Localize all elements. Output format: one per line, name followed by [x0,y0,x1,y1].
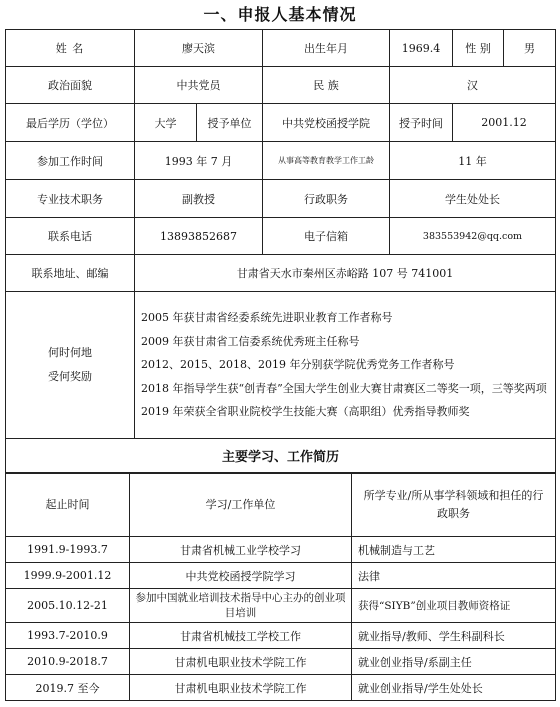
resume-header-row [6,474,556,537]
name-label: 姓 名 [6,30,135,67]
birth-label: 出生年月 [263,30,390,67]
awards-label-line-1: 何时何地 [48,346,92,359]
row-contact [6,218,556,255]
resume-unit: 甘肃机电职业技术学院工作 [130,675,352,701]
gender-value: 男 [504,30,556,67]
resume-post: 法律 [352,563,556,589]
tech-title-label: 专业技术职务 [6,180,135,218]
admin-post-label: 行政职务 [263,180,390,218]
row-title [6,180,556,218]
grant-time-label: 授予时间 [390,104,453,142]
col-post-header: 所学专业/所从事学科领域和担任的行政职务 [352,474,556,537]
award-item: 2018 年指导学生获“创青春”全国大学生创业大赛甘肃赛区二等奖一项，三等奖两项 [141,381,547,395]
award-item: 2019 年荣获全省职业院校学生技能大赛（高职组）优秀指导教师奖 [141,405,470,419]
resume-post: 机械制造与工艺 [352,537,556,563]
resume-unit: 参加中国就业培训技术指导中心主办的创业项目培训 [130,589,352,623]
email-value: 383553942@qq.com [390,218,556,255]
resume-post: 就业指导/教师、学生科副科长 [352,623,556,649]
row-address [6,255,556,292]
basic-info-table [5,29,556,473]
table-row [6,623,556,649]
address-value: 甘肃省天水市秦州区赤峪路 107 号 741001 [135,255,556,292]
resume-time: 2019.7 至今 [6,675,130,701]
row-resume-section [6,439,556,473]
awards-label [6,292,135,439]
resume-unit: 甘肃机电职业技术学院工作 [130,649,352,675]
birth-value: 1969.4 [390,30,453,67]
award-item: 2005 年获甘肃省经委系统先进职业教育工作者称号 [141,311,393,325]
resume-post: 就业创业指导/系副主任 [352,649,556,675]
phone-value: 13893852687 [135,218,263,255]
resume-time: 1991.9-1993.7 [6,537,130,563]
table-row [6,649,556,675]
name-value: 廖天滨 [135,30,263,67]
awards-label-line-2: 受何奖励 [48,370,92,383]
resume-table [5,473,556,701]
work-start-value: 1993 年 7 月 [135,142,263,180]
resume-time: 1999.9-2001.12 [6,563,130,589]
ethnic-label: 民 族 [263,67,390,104]
row-awards [6,292,556,439]
work-start-label: 参加工作时间 [6,142,135,180]
edu-value: 大学 [135,104,197,142]
grant-time-value: 2001.12 [453,104,556,142]
teach-years-value: 11 年 [390,142,556,180]
col-unit-header: 学习/工作单位 [130,474,352,537]
award-item: 2012、2015、2018、2019 年分别获学院优秀党务工作者称号 [141,358,455,372]
politics-label: 政治面貌 [6,67,135,104]
teach-years-label: 从事高等教育教学工作工龄 [263,142,390,180]
resume-time: 2010.9-2018.7 [6,649,130,675]
edu-label: 最后学历（学位） [6,104,135,142]
awards-list [135,292,556,439]
resume-time: 2005.10.12-21 [6,589,130,623]
resume-unit: 甘肃省机械工业学校学习 [130,537,352,563]
row-name [6,30,556,67]
address-label: 联系地址、邮编 [6,255,135,292]
table-row [6,675,556,701]
ethnic-value: 汉 [390,67,556,104]
row-politics [6,67,556,104]
row-work-start [6,142,556,180]
resume-post: 获得“SIYB”创业项目教师资格证 [352,589,556,623]
admin-post-value: 学生处处长 [390,180,556,218]
resume-time: 1993.7-2010.9 [6,623,130,649]
col-time-header: 起止时间 [6,474,130,537]
resume-unit: 中共党校函授学院学习 [130,563,352,589]
tech-title-value: 副教授 [135,180,263,218]
phone-label: 联系电话 [6,218,135,255]
page-title: 一、申报人基本情况 [203,5,357,24]
table-row [6,589,556,623]
resume-section-title: 主要学习、工作简历 [6,439,556,473]
email-label: 电子信箱 [263,218,390,255]
gender-label: 性 别 [453,30,504,67]
resume-post: 就业创业指导/学生处处长 [352,675,556,701]
resume-unit: 甘肃省机械技工学校工作 [130,623,352,649]
grant-unit-value: 中共党校函授学院 [263,104,390,142]
grant-unit-label: 授予单位 [197,104,263,142]
table-row [6,537,556,563]
politics-value: 中共党员 [135,67,263,104]
row-education [6,104,556,142]
award-item: 2009 年获甘肃省工信委系统优秀班主任称号 [141,334,360,348]
table-row [6,563,556,589]
